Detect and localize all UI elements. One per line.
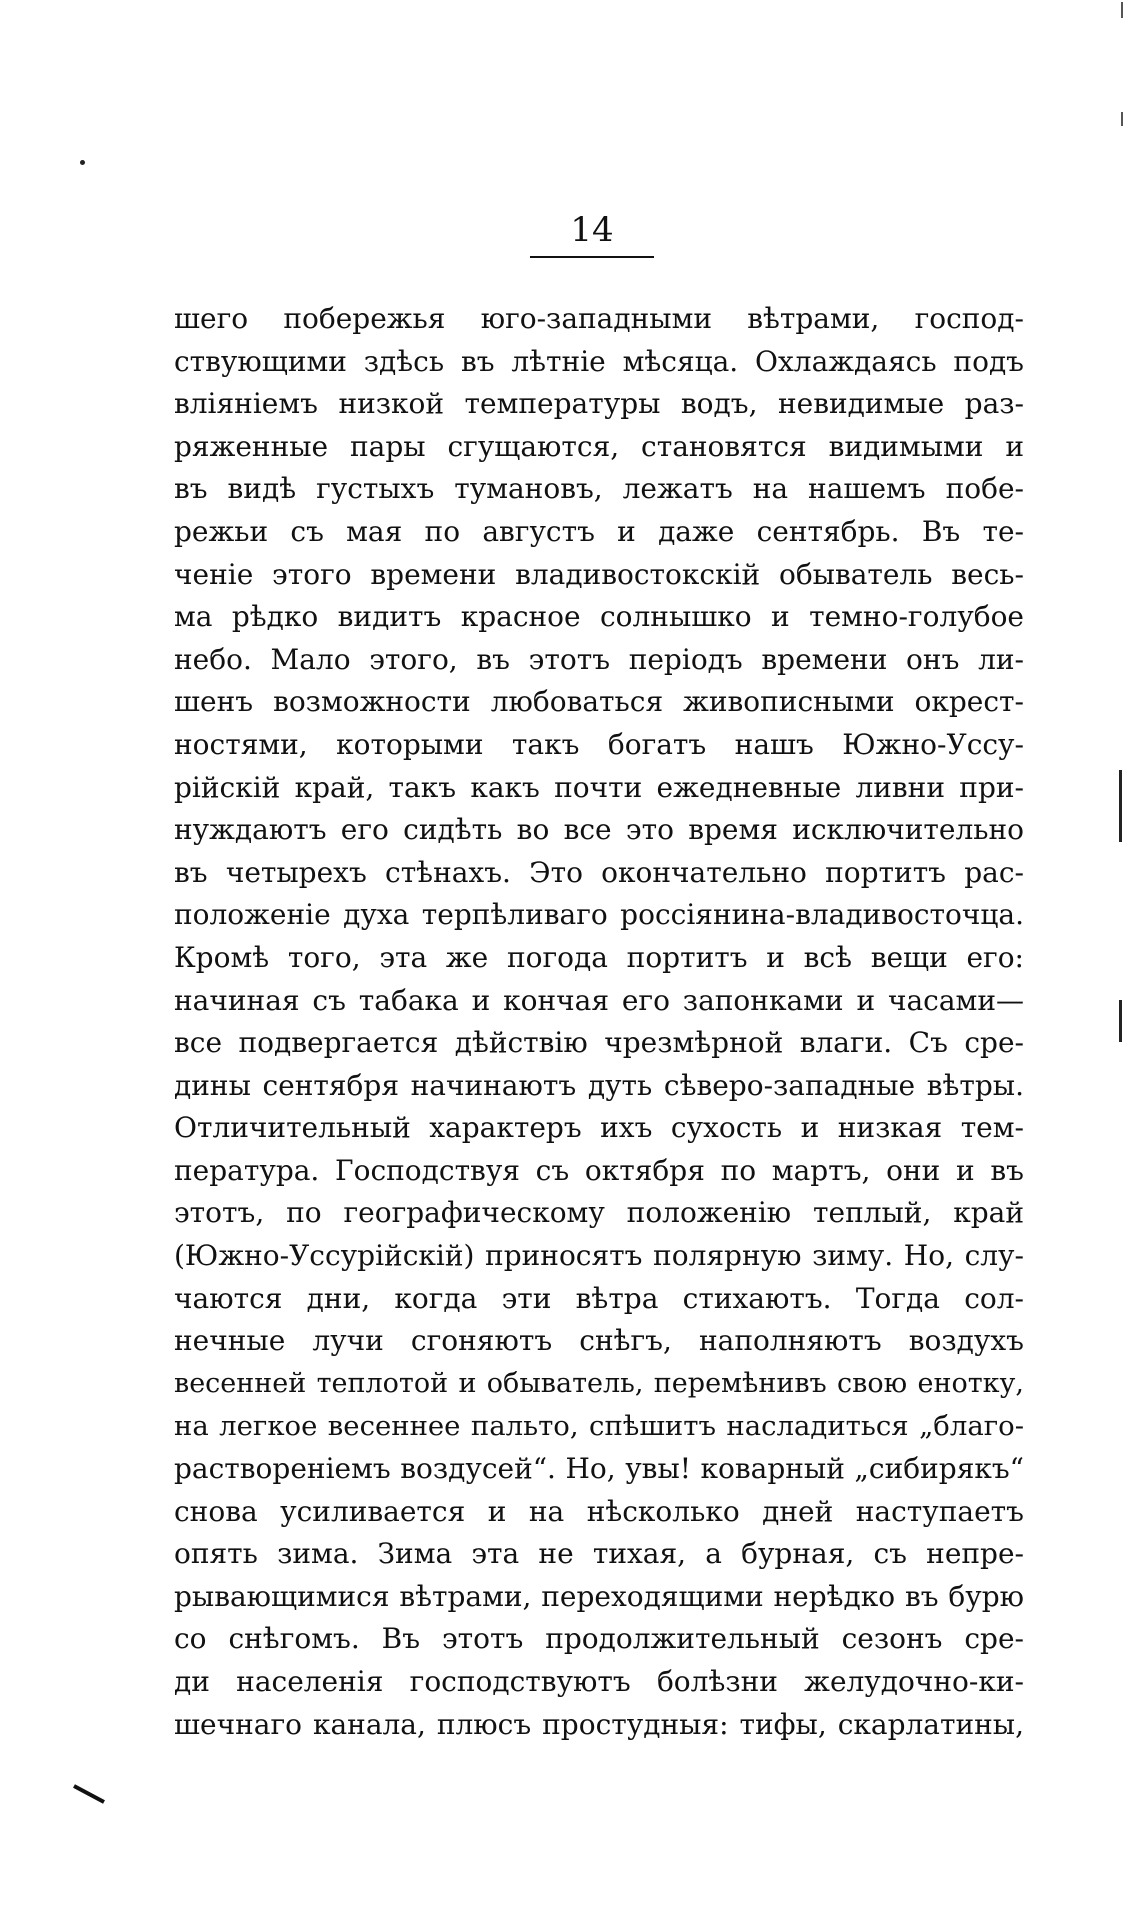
- text-line: вліяніемъ низкой температуры водъ, невидимые раз-: [174, 387, 1024, 421]
- scan-mark: [1119, 770, 1122, 842]
- text-line: нуждаютъ его сидѣть во все это время исключительно: [174, 813, 1024, 847]
- text-line: режьи съ мая по августъ и даже сентябрь. Въ те-: [174, 514, 1024, 548]
- text-line: Кромѣ того, эта же погода портитъ и всѣ вещи его:: [174, 940, 1024, 974]
- text-line: ряженные пары сгущаются, становятся видимыми и: [174, 429, 1024, 463]
- text-line: рійскій край, такъ какъ почти ежедневные ливни при-: [174, 770, 1024, 804]
- scan-mark: [1121, 2, 1123, 18]
- text-line: шего побережья юго-западными вѣтрами, господ-: [174, 302, 1024, 335]
- text-line: шенъ возможности любоваться живописными окрест-: [174, 685, 1024, 719]
- ink-dot: [80, 160, 85, 165]
- page-number: 14: [570, 210, 614, 250]
- text-line: (Южно-Уссурійскій) приносятъ полярную зиму. Но, слу-: [174, 1239, 1024, 1273]
- text-line: все подвергается дѣйствію чрезмѣрной влаги. Съ сре-: [174, 1026, 1024, 1060]
- text-line: со снѣгомъ. Въ этотъ продолжительный сезонъ сре-: [174, 1622, 1024, 1656]
- text-line: снова усиливается и на нѣсколько дней наступаетъ: [174, 1494, 1024, 1528]
- text-line: положеніе духа терпѣливаго россіянина-владивосточца.: [174, 898, 1024, 932]
- header-rule: [530, 256, 654, 258]
- text-line: ма рѣдко видитъ красное солнышко и темно-голубое: [174, 600, 1024, 634]
- text-line: въ видѣ густыхъ тумановъ, лежатъ на нашемъ побе-: [174, 472, 1024, 506]
- text-line: ностями, которыми такъ богатъ нашъ Южно-Уссу-: [174, 727, 1024, 761]
- ink-smudge: [73, 1784, 105, 1803]
- text-line: чаются дни, когда эти вѣтра стихаютъ. Тогда сол-: [174, 1281, 1024, 1315]
- scan-mark: [1119, 1000, 1122, 1042]
- text-line: пература. Господствуя съ октября по мартъ, они и въ: [174, 1153, 1024, 1187]
- text-line: ченіе этого времени владивостокскій обыватель весь-: [174, 557, 1024, 591]
- text-line: въ четырехъ стѣнахъ. Это окончательно портитъ рас-: [174, 855, 1024, 889]
- text-line: рывающимися вѣтрами, переходящими нерѣдко въ бурю: [174, 1579, 1024, 1613]
- text-line: дины сентября начинаютъ дуть сѣверо-западные вѣтры.: [174, 1068, 1024, 1102]
- text-line: ди населенія господствуютъ болѣзни желудочно-ки-: [174, 1665, 1024, 1698]
- text-line: небо. Мало этого, въ этотъ періодъ времени онъ ли-: [174, 642, 1024, 676]
- text-line: Отличительный характеръ ихъ сухость и низкая тем-: [174, 1111, 1024, 1145]
- text-line: растворенiемъ воздусей“. Но, увы! коварный „сибирякъ“: [174, 1452, 1024, 1486]
- scan-mark: [1121, 112, 1123, 126]
- text-line: шечнаго канала, плюсъ простудныя: тифы, скарлатины,: [174, 1707, 1024, 1741]
- text-line: опять зима. Зима эта не тихая, а бурная, съ непре-: [174, 1537, 1024, 1571]
- text-line: этотъ, по географическому положенію теплый, край: [174, 1196, 1024, 1230]
- body-text: [174, 298, 1024, 1746]
- text-line: начиная съ табака и кончая его запонками и часами—: [174, 983, 1024, 1017]
- text-line: нечные лучи сгоняютъ снѣгъ, наполняютъ воздухъ: [174, 1324, 1024, 1358]
- text-line: весенней теплотой и обыватель, перемѣнивъ свою енотку,: [174, 1367, 1024, 1399]
- text-line: ствующими здѣсь въ лѣтніе мѣсяца. Охлаждаясь подъ: [174, 344, 1024, 378]
- text-line: на легкое весеннее пальто, спѣшитъ насладиться „благо-: [174, 1410, 1024, 1443]
